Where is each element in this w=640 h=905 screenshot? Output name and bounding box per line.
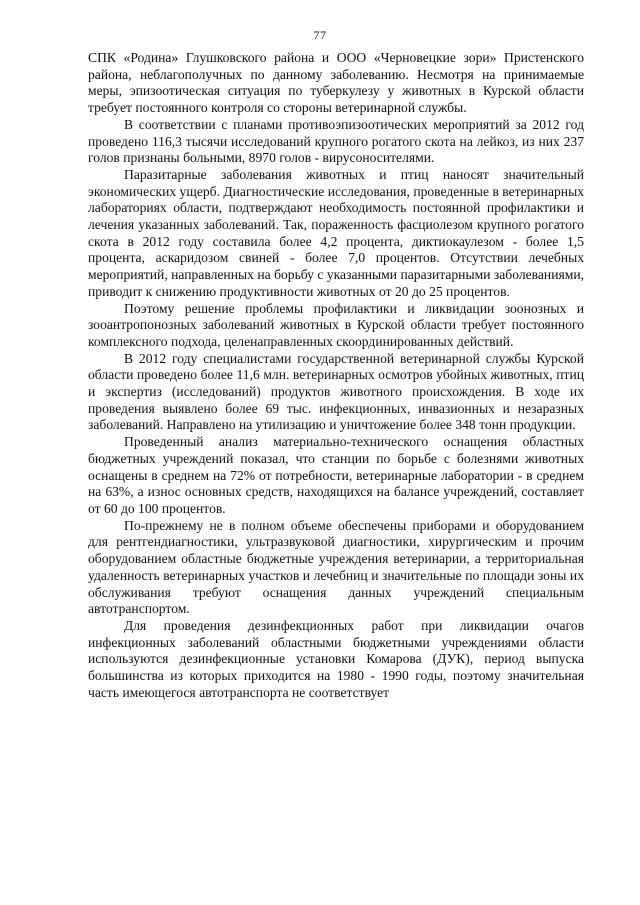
paragraph-1: СПК «Родина» Глушковского района и ООО «Черновецкие зори» Пристенского района, неблагополучных по данному заболеванию. Несмотря на принимаемые меры, эпизоотическая ситуация по туберкулезу у животных в Курской области требует постоянного контроля со стороны ветеринарной службы. [88, 50, 584, 116]
paragraph-8: Для проведения дезинфекционных работ при ликвидации очагов инфекционных заболеваний областными бюджетными учреждениями области используются дезинфекционные установки Комарова (ДУК), период выпуска большинства из которых приходится на 1980 - 1990 годы, поэтому значительная часть имеющегося автотранспорта не соответствует [88, 617, 584, 700]
page-number: 77 [313, 28, 327, 42]
paragraph-5: В 2012 году специалистами государственной ветеринарной службы Курской области проведено более 11,6 млн. ветеринарных осмотров убойных животных, птиц и экспертиз (исследований) продуктов животного происхождения. В ходе их проведения выявлено более 69 тыс. инфекционных, инвазионных и незаразных заболеваний. Направлено на утилизацию и уничтожение более 348 тонн продукции. [88, 350, 584, 433]
body-text [88, 50, 584, 701]
paragraph-6: Проведенный анализ материально-технического оснащения областных бюджетных учреждений показал, что станции по борьбе с болезнями животных оснащены в среднем на 72% от потребности, ветеринарные лаборатории - в среднем на 63%, а износ основных средств, находящихся на балансе учреждений, составляет от 60 до 100 процентов. [88, 434, 584, 516]
paragraph-2: В соответствии с планами противоэпизоотических мероприятий за 2012 год проведено 116,3 тысячи исследований крупного рогатого скота на лейкоз, из них 237 голов признаны больными, 8970 голов - вирусоносителями. [88, 116, 584, 166]
paragraph-7: По-прежнему не в полном объеме обеспечены приборами и оборудованием для рентгендиагностики, ультразвуковой диагностики, хирургическим и прочим оборудованием областные бюджетные учреждения ветеринарии, а территориальная удаленность ветеринарных участков и лечебниц и значительные по площади зоны их обслуживания требуют оснащения данных учреждений специальным автотранспортом. [88, 517, 584, 617]
paragraph-3: Паразитарные заболевания животных и птиц наносят значительный экономических ущерб. Диагностические исследования, проведенные в ветеринарных лабораториях области, подтверждают необходимость постоянной профилактики и лечения указанных заболеваний. Так, пораженность фасциолезом крупного рогатого скота в 2012 году составила более 4,2 процента, диктиокаулезом - более 1,5 процента, аскаридозом свиней - более 7,0 процентов. Отсутствии лечебных мероприятий, направленных на борьбу с указанными паразитарными заболеваниями, приводит к снижению продуктивности животных от 20 до 25 процентов. [88, 166, 584, 299]
paragraph-4: Поэтому решение проблемы профилактики и ликвидации зоонозных и зооантропонозных заболеваний животных в Курской области требует постоянного комплексного подхода, целенаправленных скоординированных действий. [88, 300, 584, 349]
